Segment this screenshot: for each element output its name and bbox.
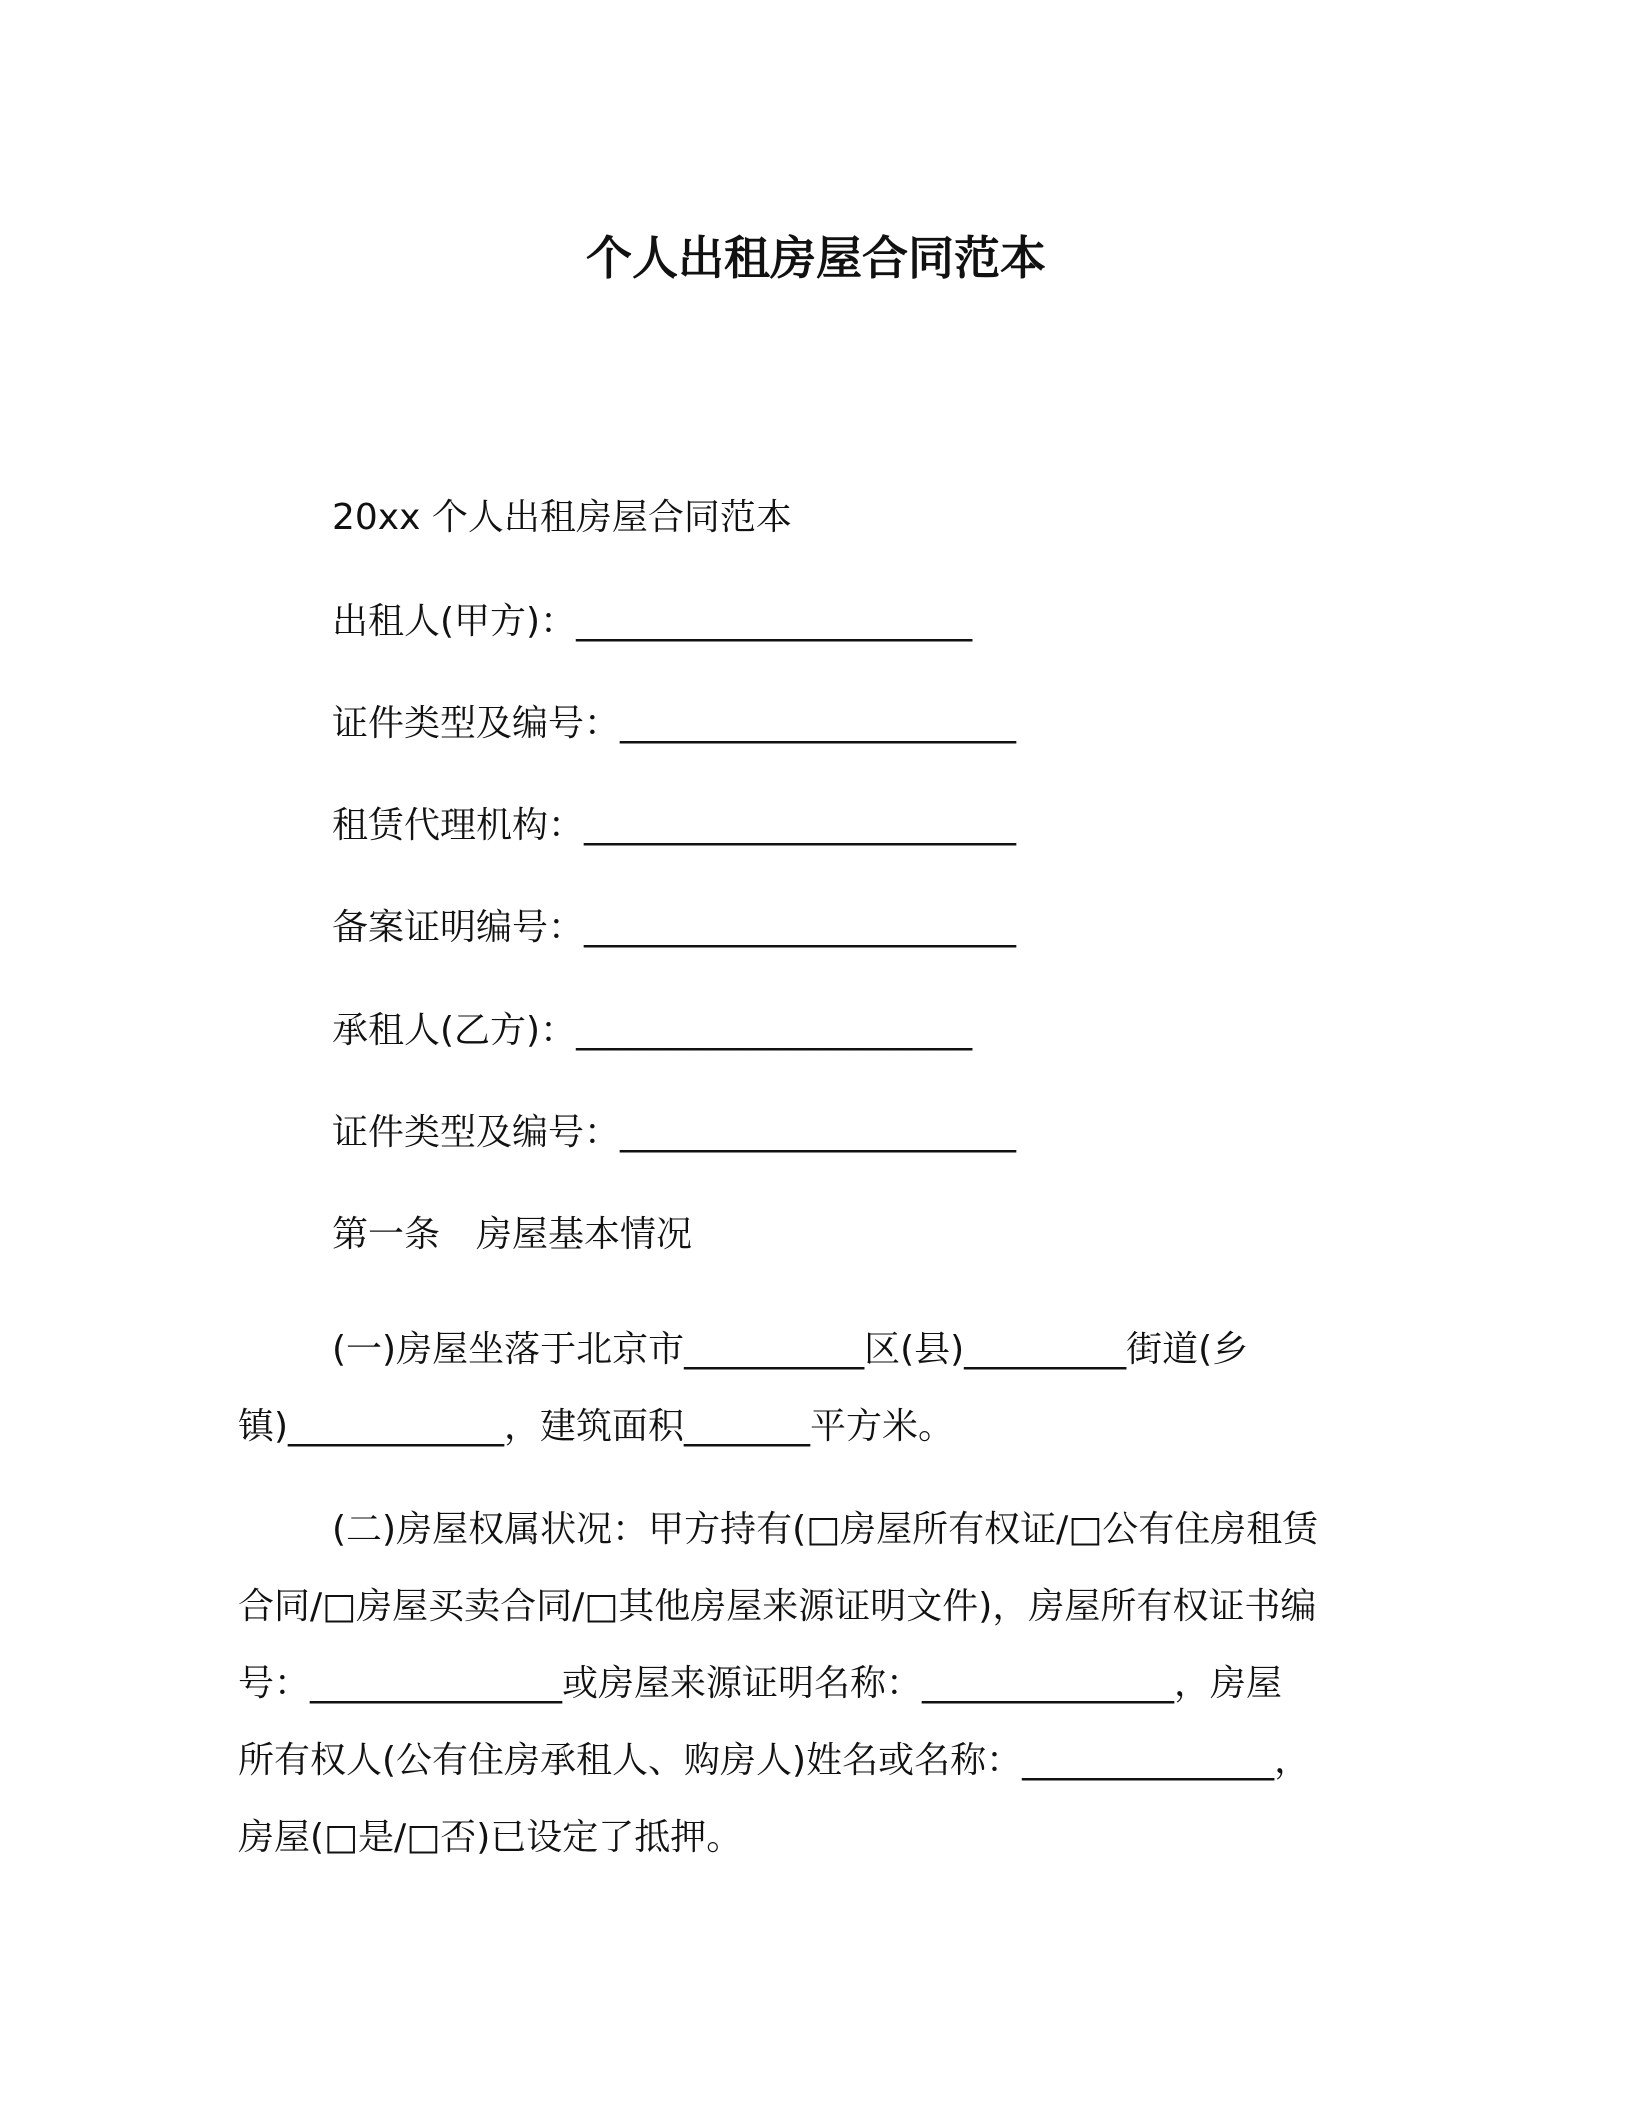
paragraph-ownership-line: 房屋(□是/□否)已设定了抵押。 xyxy=(238,1817,743,1858)
field-agency: 租赁代理机构：________________________ xyxy=(332,805,1017,846)
field-lessee-id: 证件类型及编号：______________________ xyxy=(332,1112,1017,1153)
document-subtitle: 20xx 个人出租房屋合同范本 xyxy=(332,497,792,538)
field-lessee: 承租人(乙方)：______________________ xyxy=(332,1010,973,1051)
field-lessor-id: 证件类型及编号：______________________ xyxy=(332,703,1017,744)
field-filing-number: 备案证明编号：________________________ xyxy=(332,907,1017,948)
section-heading: 第一条 房屋基本情况 xyxy=(332,1214,693,1255)
paragraph-ownership-line: 所有权人(公有住房承租人、购房人)姓名或名称：______________， xyxy=(238,1740,1311,1781)
paragraph-location-line: 镇)____________，建筑面积_______平方米。 xyxy=(238,1406,955,1447)
paragraph-location xyxy=(238,1311,1398,1465)
paragraph-ownership-line: (二)房屋权属状况：甲方持有(□房屋所有权证/□公有住房租赁 xyxy=(332,1509,1319,1550)
paragraph-ownership-line: 合同/□房屋买卖合同/□其他房屋来源证明文件)，房屋所有权证书编 xyxy=(238,1586,1317,1627)
paragraph-ownership xyxy=(238,1491,1398,1876)
paragraph-ownership-line: 号：______________或房屋来源证明名称：______________，房屋 xyxy=(238,1663,1283,1704)
document-title: 个人出租房屋合同范本 xyxy=(586,231,1046,285)
field-lessor: 出租人(甲方)：______________________ xyxy=(332,601,973,642)
paragraph-location-line: (一)房屋坐落于北京市__________区(县)_________街道(乡 xyxy=(332,1329,1249,1370)
